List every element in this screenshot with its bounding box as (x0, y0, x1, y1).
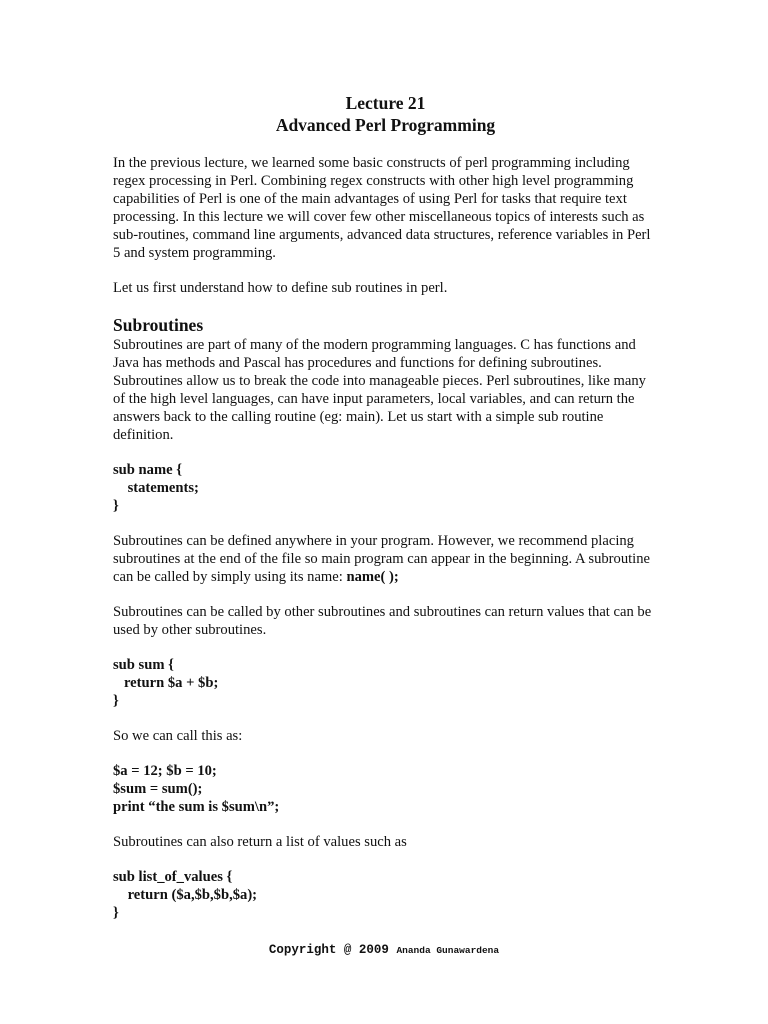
page-title (113, 92, 658, 136)
inline-code: name( ); (346, 569, 399, 585)
code-line: } (113, 498, 119, 514)
code-block-4 (113, 868, 658, 922)
code-line: sub name { (113, 462, 183, 478)
code-line: sub list_of_values { (113, 869, 233, 885)
code-block-2 (113, 656, 658, 710)
code-line: return $a + $b; (113, 675, 219, 691)
paragraph-3: Subroutines can be called by other subroutines and subroutines can return values that can be used by other subroutines. (113, 604, 652, 638)
paragraph-4: So we can call this as: (113, 728, 243, 744)
code-line: } (113, 693, 119, 709)
code-line: $sum = sum(); (113, 781, 203, 797)
paragraph-2 (113, 532, 658, 586)
title-line-1: Lecture 21 (345, 93, 426, 113)
page-footer (0, 943, 768, 957)
code-line: $a = 12; $b = 10; (113, 763, 217, 779)
code-line: return ($a,$b,$b,$a); (113, 887, 258, 903)
paragraph-5: Subroutines can also return a list of values such as (113, 834, 407, 850)
section-heading: Subroutines (113, 315, 204, 335)
code-block-1 (113, 461, 658, 515)
paragraph-2-text: Subroutines can be defined anywhere in your program. However, we recommend placing subroutines at the end of the file so main program can appear in the beginning. A subroutine can be called by simply using its name: (113, 533, 650, 585)
lead-in-paragraph: Let us first understand how to define sub routines in perl. (113, 280, 448, 296)
code-line: statements; (113, 480, 199, 496)
footer-copyright: Copyright @ 2009 (268, 943, 389, 957)
title-line-2: Advanced Perl Programming (275, 115, 496, 135)
code-line: print “the sum is $sum\n”; (113, 799, 280, 815)
section-paragraph: Subroutines are part of many of the modern programming languages. C has functions and Java has methods and Pascal has procedures and functions for defining subroutines. Subroutines allow us to break the code into manageable pieces. Perl subroutines, like many of the high level languages, can have input parameters, local variables, and can return the answers back to the calling routine (eg: main). Let us start with a simple sub routine definition. (113, 337, 646, 443)
code-block-3 (113, 762, 658, 816)
code-line: sub sum { (113, 657, 174, 673)
footer-author: Ananda Gunawardena (396, 945, 500, 956)
code-line: } (113, 905, 119, 921)
intro-paragraph: In the previous lecture, we learned some basic constructs of perl programming including regex processing in Perl. Combining regex constructs with other high level programming capabilities of Perl is one of the main advantages of using Perl for tasks that require text processing. In this lecture we will cover few other miscellaneous topics of interests such as sub-routines, command line arguments, advanced data structures, reference variables in Perl 5 and system programming. (113, 155, 651, 261)
